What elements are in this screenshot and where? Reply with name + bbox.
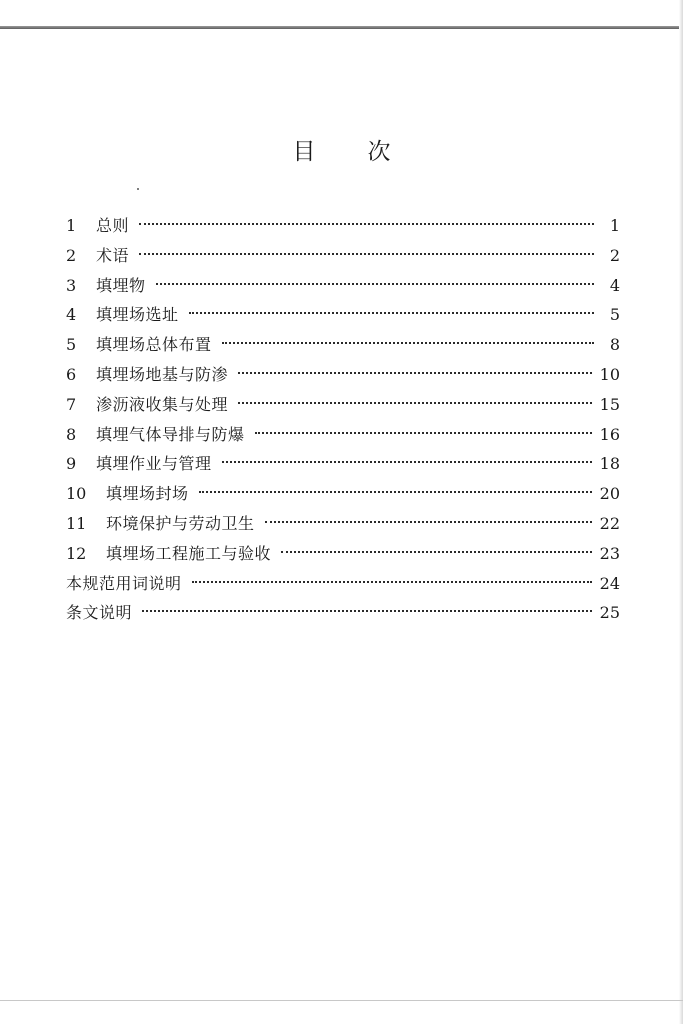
toc-dot-leader: [199, 491, 592, 493]
toc-entry-number: 2: [66, 245, 77, 265]
toc-entry-number: 3: [66, 275, 77, 295]
toc-entry-title: 填埋场地基与防渗: [96, 364, 229, 384]
toc-entry-page: 18: [599, 454, 620, 474]
toc-entry[interactable]: [66, 539, 620, 569]
toc-entry[interactable]: [66, 211, 620, 241]
toc-dot-leader: [238, 402, 592, 404]
toc-entry-number: 11: [66, 513, 87, 533]
toc-entry[interactable]: [66, 390, 620, 420]
toc-entry-title: 填埋作业与管理: [96, 454, 212, 474]
toc-entry-page: 1: [609, 216, 620, 235]
toc-dot-leader: [265, 521, 592, 523]
toc-entry-title: 填埋场工程施工与验收: [106, 543, 272, 563]
toc-entry-title: 术语: [96, 245, 130, 265]
scan-speck: [137, 188, 139, 190]
toc-dot-leader: [142, 610, 592, 612]
toc-entry-title: 总则: [96, 216, 130, 235]
toc-entry-number: 10: [66, 484, 87, 504]
toc-dot-leader: [139, 223, 594, 225]
table-of-contents: [66, 211, 620, 628]
toc-entry[interactable]: [66, 300, 620, 330]
toc-entry-number: 5: [66, 335, 77, 355]
toc-dot-leader: [156, 283, 594, 285]
toc-entry-title: 填埋气体导排与防爆: [96, 424, 245, 444]
toc-entry-number: 7: [66, 394, 77, 414]
toc-entry-page: 25: [599, 603, 620, 623]
toc-entry[interactable]: [66, 241, 620, 271]
toc-dot-leader: [281, 551, 592, 553]
toc-entry-page: 10: [599, 364, 620, 384]
toc-dot-leader: [255, 432, 592, 434]
toc-entry-title: 填埋场选址: [96, 305, 179, 325]
toc-entry[interactable]: [66, 479, 620, 509]
toc-entry-page: 24: [599, 573, 620, 593]
toc-entry[interactable]: [66, 271, 620, 301]
page-title-part1: 目: [292, 139, 316, 165]
toc-entry-page: 15: [599, 394, 620, 414]
toc-entry[interactable]: [66, 598, 620, 628]
toc-entry-title: 填埋场总体布置: [96, 335, 212, 355]
toc-entry-title: 本规范用词说明: [66, 573, 182, 593]
toc-entry-page: 22: [599, 513, 620, 533]
toc-entry[interactable]: [66, 330, 620, 360]
toc-dot-leader: [189, 312, 594, 314]
toc-entry-number: 1: [66, 216, 77, 235]
toc-entry-page: 4: [609, 275, 620, 295]
toc-entry-title: 渗沥液收集与处理: [96, 394, 229, 414]
toc-dot-leader: [192, 581, 592, 583]
toc-entry-page: 5: [609, 305, 620, 325]
toc-dot-leader: [222, 461, 592, 463]
toc-entry-title: 填埋场封场: [106, 484, 189, 504]
page-title-part2: 次: [367, 139, 391, 165]
page-title: [0, 137, 683, 167]
toc-entry-page: 20: [599, 484, 620, 504]
toc-entry-title: 条文说明: [66, 603, 133, 623]
toc-entry-page: 2: [609, 245, 620, 265]
toc-dot-leader: [139, 253, 594, 255]
toc-entry[interactable]: [66, 420, 620, 450]
toc-entry-number: 9: [66, 454, 77, 474]
toc-entry-page: 23: [599, 543, 620, 563]
toc-entry-number: 12: [66, 543, 87, 563]
toc-dot-leader: [238, 372, 592, 374]
toc-entry-number: 6: [66, 364, 77, 384]
toc-entry-number: 4: [66, 305, 77, 325]
toc-entry[interactable]: [66, 449, 620, 479]
toc-entry-page: 16: [599, 424, 620, 444]
toc-entry-number: 8: [66, 424, 77, 444]
toc-entry[interactable]: [66, 509, 620, 539]
bottom-page-border: [0, 1000, 683, 1001]
toc-dot-leader: [222, 342, 594, 344]
toc-entry-title: 环境保护与劳动卫生: [106, 513, 255, 533]
toc-entry[interactable]: [66, 360, 620, 390]
toc-entry[interactable]: [66, 569, 620, 599]
toc-entry-title: 填埋物: [96, 275, 146, 295]
toc-entry-page: 8: [609, 335, 620, 355]
top-page-border: [0, 26, 683, 29]
